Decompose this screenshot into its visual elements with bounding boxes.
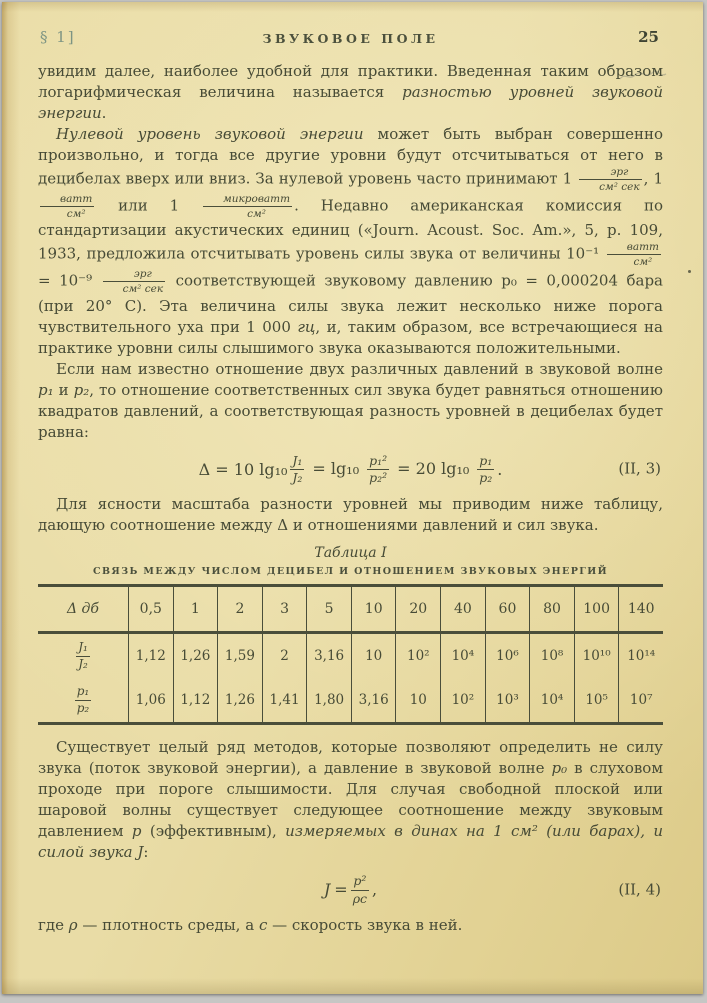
table-cell: 1,12	[173, 678, 218, 722]
fraction-numerator: p₁²	[367, 454, 389, 470]
paragraph-1	[38, 61, 663, 124]
variable: c	[258, 916, 268, 934]
text-run: , и, таким образом, все встречающиеся на практике уровни силы слышимого звука оказываются положительными.	[38, 317, 663, 357]
text-run: Существует целый ряд методов, которые позволяют определить не силу звука (поток звуковой энергии), а давление в звуковой волне	[38, 738, 663, 778]
fraction-numerator: p₁	[477, 454, 494, 470]
table-cell: 1,06	[128, 678, 173, 722]
fraction-denominator: p₂	[479, 469, 493, 485]
fraction-denominator: см²	[66, 208, 86, 221]
table-header-cell: 10	[351, 587, 396, 634]
unit-fraction	[203, 193, 292, 220]
equation-term: Δ = 10 lg₁₀	[198, 459, 288, 479]
fraction-denominator: см²	[633, 256, 653, 269]
fraction-numerator: J₁	[76, 641, 90, 657]
table-header-cell: 80	[529, 587, 574, 634]
text-run: = 10⁻⁹	[38, 271, 101, 290]
text-run: , 1	[643, 169, 663, 188]
table-header-cell: 140	[618, 587, 663, 634]
table-cell: 10¹⁰	[574, 634, 619, 678]
equation-term: .	[497, 459, 503, 479]
fraction-denominator: J₂	[78, 656, 88, 671]
text-run: .	[101, 104, 107, 122]
book-page	[2, 2, 703, 994]
table-cell: 10⁸	[529, 634, 574, 678]
table-cell: 10⁶	[485, 634, 530, 678]
table-cell: 10²	[440, 678, 485, 722]
table-cell: 3,16	[351, 678, 396, 722]
table-cell: 1,80	[306, 678, 351, 722]
fraction-denominator: J₂	[292, 469, 303, 485]
equation-term: = lg₁₀	[312, 459, 360, 479]
table-header-cell: 20	[395, 587, 440, 634]
text-run: — плотность среды, а	[77, 916, 259, 934]
table-header-cell: 1	[173, 587, 218, 634]
text-run: Если нам известно отношение двух различных давлений в звуковой волне	[56, 359, 663, 378]
equals-sign: =	[334, 880, 348, 900]
equation-number: (II, 3)	[618, 459, 661, 478]
fraction-numerator: ватт	[40, 193, 94, 207]
equation-fraction	[290, 454, 304, 486]
variable: p	[131, 822, 142, 841]
variable: p₂	[73, 380, 90, 399]
paragraph-6	[38, 915, 663, 936]
text-run: Для ясности масштаба разности уровней мы приводим ниже таблицу, дающую соотношение между Δ и отношениями давлений и сил звука.	[38, 495, 663, 535]
text-run: — скорость звука в ней.	[267, 916, 463, 934]
table-cell: 10⁴	[440, 634, 485, 678]
table-cell: 3,16	[306, 634, 351, 678]
italic-run: Нулевой уровень звуковой энергии	[56, 125, 364, 143]
table-header-cell: 2	[217, 587, 262, 634]
variable: p₀	[551, 759, 568, 778]
fraction-denominator: ρc	[352, 890, 368, 906]
table-cell: 10	[395, 678, 440, 722]
table-cell: 1,41	[262, 678, 307, 722]
text-run: и	[53, 380, 74, 399]
table-cell: 1,26	[173, 634, 218, 678]
decibel-ratio-table	[38, 584, 663, 725]
table-cell: 10	[351, 634, 396, 678]
fraction-denominator: см² сек	[122, 283, 164, 296]
paragraph-2	[38, 124, 663, 359]
fraction-numerator: микроватт	[203, 193, 292, 207]
text-run: увидим далее, наиболее удобной для практики. Введенная таким образом логарифмическая величина называется	[38, 62, 663, 101]
running-title: ЗВУКОВОЕ ПОЛЕ	[262, 31, 439, 46]
fraction-numerator: p₁	[75, 685, 92, 701]
equation-II-4	[38, 874, 663, 906]
italic-run: разностью уровней звуковой энергии	[38, 83, 663, 122]
unit-fraction	[40, 193, 94, 220]
table-header-cell: 100	[574, 587, 619, 634]
fraction-numerator: эрг	[579, 166, 642, 180]
fraction-numerator: p²	[351, 874, 369, 890]
variable: p₁	[38, 380, 54, 399]
table-header-cell: 5	[306, 587, 351, 634]
table-cell: 10⁷	[618, 678, 663, 722]
text-run: соответствующей звуковому давлению p₀ = 0,000204 бара (при 20° C). Эта величина силы звука лежит несколько ниже порога чувствительного уха при 1 000	[38, 271, 664, 336]
equation-term: = 20 lg₁₀	[397, 459, 470, 479]
equation-term: J	[323, 880, 331, 900]
table-header-cell: 3	[262, 587, 307, 634]
text-run: в слуховом проходе при пороге слышимости. Для случая свободной плоской или шаровой волны существует следующее соотношение между звуковым давлением	[38, 759, 663, 841]
paragraph-4	[38, 494, 663, 536]
unit-fraction	[579, 166, 642, 193]
fraction-numerator: ватт	[607, 241, 661, 255]
page-header	[38, 28, 663, 50]
table-caption: СВЯЗЬ МЕЖДУ ЧИСЛОМ ДЕЦИБЕЛ И ОТНОШЕНИЕМ ЗВУКОВЫХ ЭНЕРГИЙ	[93, 566, 608, 578]
equation-fraction	[367, 454, 389, 486]
row-label-fraction	[75, 685, 92, 716]
table-cell: 1,26	[217, 678, 262, 722]
table-cell: 10⁴	[529, 678, 574, 722]
text-run: или 1	[96, 196, 202, 215]
table-cell: 1,59	[217, 634, 262, 678]
fraction-numerator: эрг	[103, 268, 166, 282]
table-header-cell: 0,5	[128, 587, 173, 634]
equation-fraction	[351, 874, 369, 906]
italic-run: гц	[297, 317, 316, 336]
section-number: § 1]	[40, 28, 76, 46]
variable: ρ	[68, 916, 78, 934]
table-row-label-p	[38, 678, 128, 722]
ink-speck	[688, 270, 691, 273]
equation-term: ,	[372, 880, 378, 900]
table-header-cell: 60	[485, 587, 530, 634]
paragraph-5	[38, 737, 663, 863]
table-cell: 10¹⁴	[618, 634, 663, 678]
table-header-cell: 40	[440, 587, 485, 634]
fraction-denominator: p₂	[76, 700, 90, 715]
table-cell: 10²	[395, 634, 440, 678]
paragraph-3	[38, 359, 663, 443]
fraction-numerator: J₁	[290, 454, 304, 470]
row-label-fraction	[76, 641, 90, 672]
table-cell: 1,12	[128, 634, 173, 678]
equation-II-3	[38, 454, 663, 486]
text-run: , то отношение соответственных сил звука будет равняться отношению квадратов давлений, а соответствующая разность уровней в децибелах будет равна:	[38, 380, 663, 441]
unit-fraction	[103, 268, 166, 295]
text-run: . Недавно американская комиссия по стандартизации акустических единиц («Journ. Acoust. Soc. Am.», 5, p. 109, 1933, предложила отсчитывать уровень силы звука от величины 10⁻¹	[38, 196, 663, 263]
italic-run: измеряемых в динах на 1 см² (или барах), и силой звука J	[38, 822, 663, 862]
page-content	[38, 28, 663, 936]
table-title: Таблица I	[314, 545, 387, 562]
table-cell: 2	[262, 634, 307, 678]
fraction-denominator: см² сек	[599, 181, 640, 194]
text-run: где	[38, 916, 69, 934]
table-header-delta: Δ дб	[38, 587, 128, 634]
equation-fraction	[477, 454, 494, 486]
table-cell: 10³	[485, 678, 530, 722]
equation-number: (II, 4)	[618, 880, 661, 899]
fraction-denominator: p₂²	[369, 469, 388, 485]
page-number: 25	[638, 28, 659, 46]
unit-fraction	[607, 241, 661, 268]
fraction-denominator: см²	[247, 208, 266, 221]
table-cell: 10⁵	[574, 678, 619, 722]
text-run: :	[143, 843, 149, 862]
table-row-label-J	[38, 634, 128, 678]
text-run: (эффективным),	[141, 822, 286, 841]
text-run: может быть выбран совершенно произвольно, и тогда все другие уровни будут отсчитываться от него в децибелах вверх или вниз. За нулевой уровень часто принимают 1	[38, 125, 664, 188]
